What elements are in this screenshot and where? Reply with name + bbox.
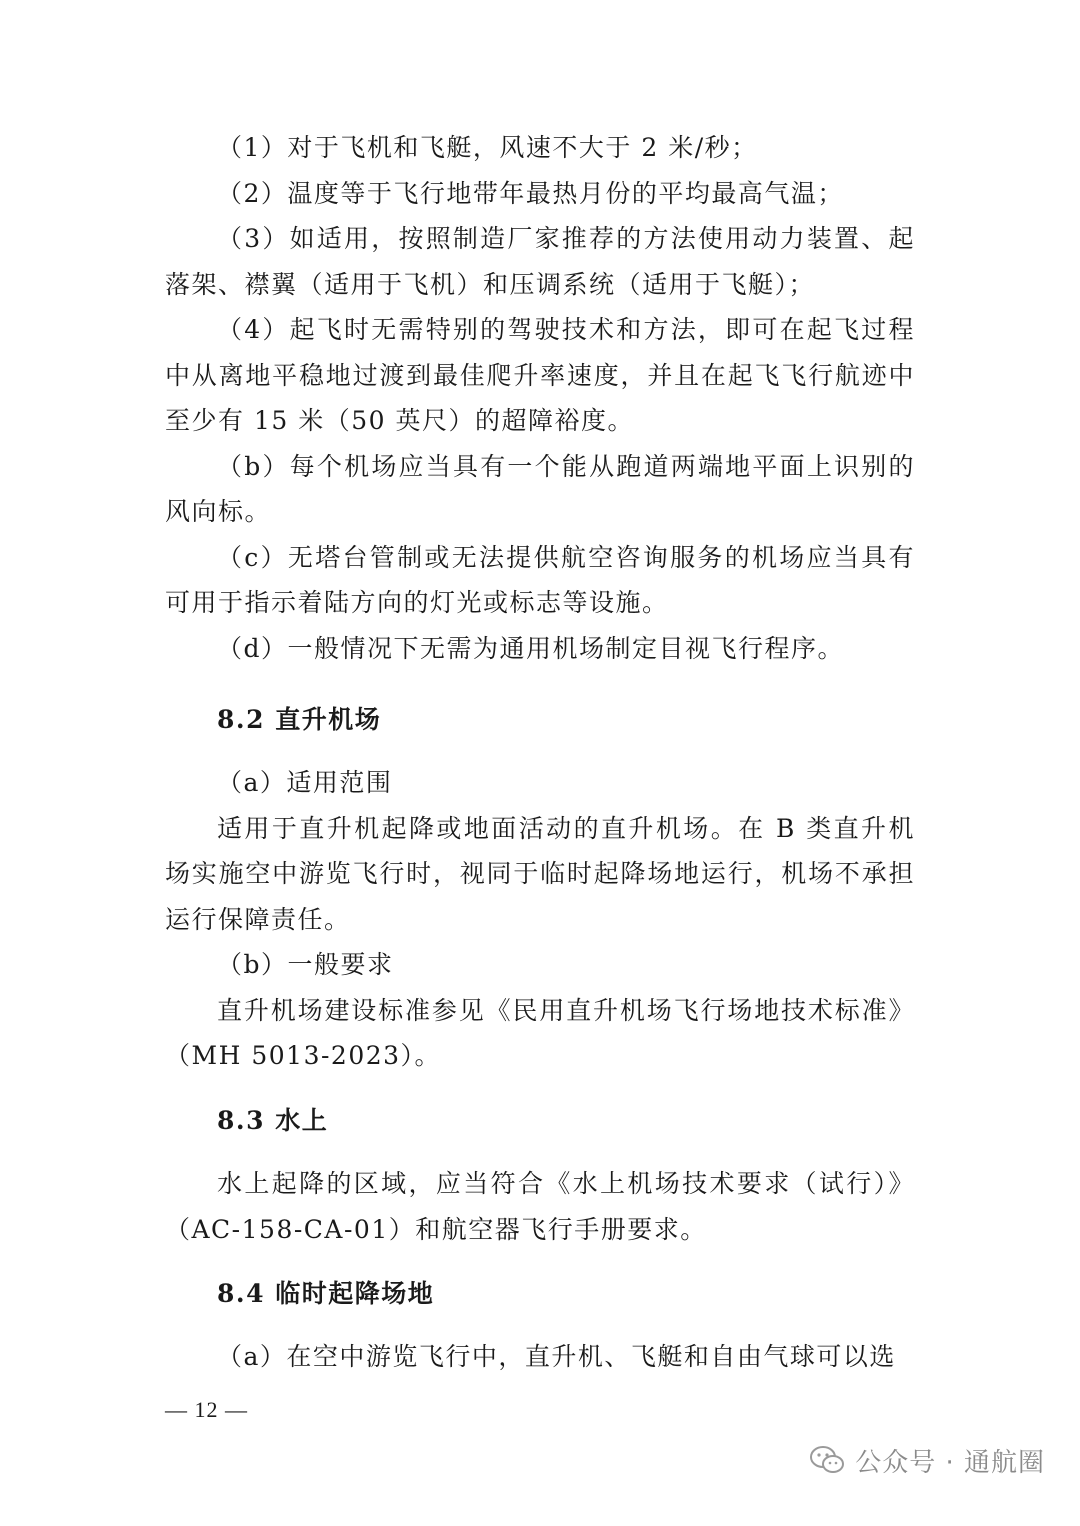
paragraph-3: （3）如适用，按照制造厂家推荐的方法使用动力装置、起落架、襟翼（适用于飞机）和压调系统（适用于飞艇）；: [165, 224, 915, 299]
paragraph-general-title: （b）一般要求: [217, 950, 394, 979]
section-8-3: [165, 1098, 915, 1144]
watermark: [809, 1440, 1045, 1480]
paragraph-general: 直升机场建设标准参见《民用直升机场飞行场地技术标准》（MH 5013-2023）。: [165, 995, 915, 1070]
watermark-text: 公众号 · 通航圈: [855, 1447, 1045, 1478]
section-heading-8-3: 8.3 水上: [217, 1106, 329, 1135]
body-text: [165, 125, 915, 671]
paragraph-scope: 适用于直升机起降或地面活动的直升机场。在 B 类直升机场实施空中游览飞行时，视同于临时起降场地运行，机场不承担运行保障责任。: [165, 813, 915, 934]
section-8-2-body: [165, 760, 915, 1079]
paragraph-b: （b）每个机场应当具有一个能从跑道两端地平面上识别的风向标。: [165, 451, 915, 526]
section-8-2: [165, 697, 915, 743]
wechat-icon: [809, 1445, 845, 1475]
paragraph-1: （1）对于飞机和飞艇，风速不大于 2 米/秒；: [217, 133, 758, 162]
page-number: — 12 —: [165, 1397, 248, 1422]
section-heading-8-4: 8.4 临时起降场地: [217, 1279, 435, 1308]
paragraph-4: （4）起飞时无需特别的驾驶技术和方法，即可在起飞过程中从离地平稳地过渡到最佳爬升率速度，并且在起飞飞行航迹中至少有 15 米（50 英尺）的超障裕度。: [165, 315, 915, 435]
section-heading-8-2: 8.2 直升机场: [217, 705, 382, 734]
section-8-4-body: [165, 1334, 915, 1380]
section-8-3-body: [165, 1161, 915, 1252]
paragraph-d: （d）一般情况下无需为通用机场制定目视飞行程序。: [217, 633, 845, 663]
paragraph-water: 水上起降的区域，应当符合《水上机场技术要求（试行）》（AC-158-CA-01）和航空器飞行手册要求。: [165, 1169, 915, 1244]
paragraph-c: （c）无塔台管制或无法提供航空咨询服务的机场应当具有可用于指示着陆方向的灯光或标志等设施。: [165, 542, 915, 617]
paragraph-temp-site: （a）在空中游览飞行中，直升机、飞艇和自由气球可以选: [217, 1342, 896, 1371]
paragraph-scope-title: （a）适用范围: [217, 768, 393, 797]
paragraph-2: （2）温度等于飞行地带年最热月份的平均最高气温；: [217, 178, 844, 208]
section-8-4: [165, 1271, 915, 1317]
